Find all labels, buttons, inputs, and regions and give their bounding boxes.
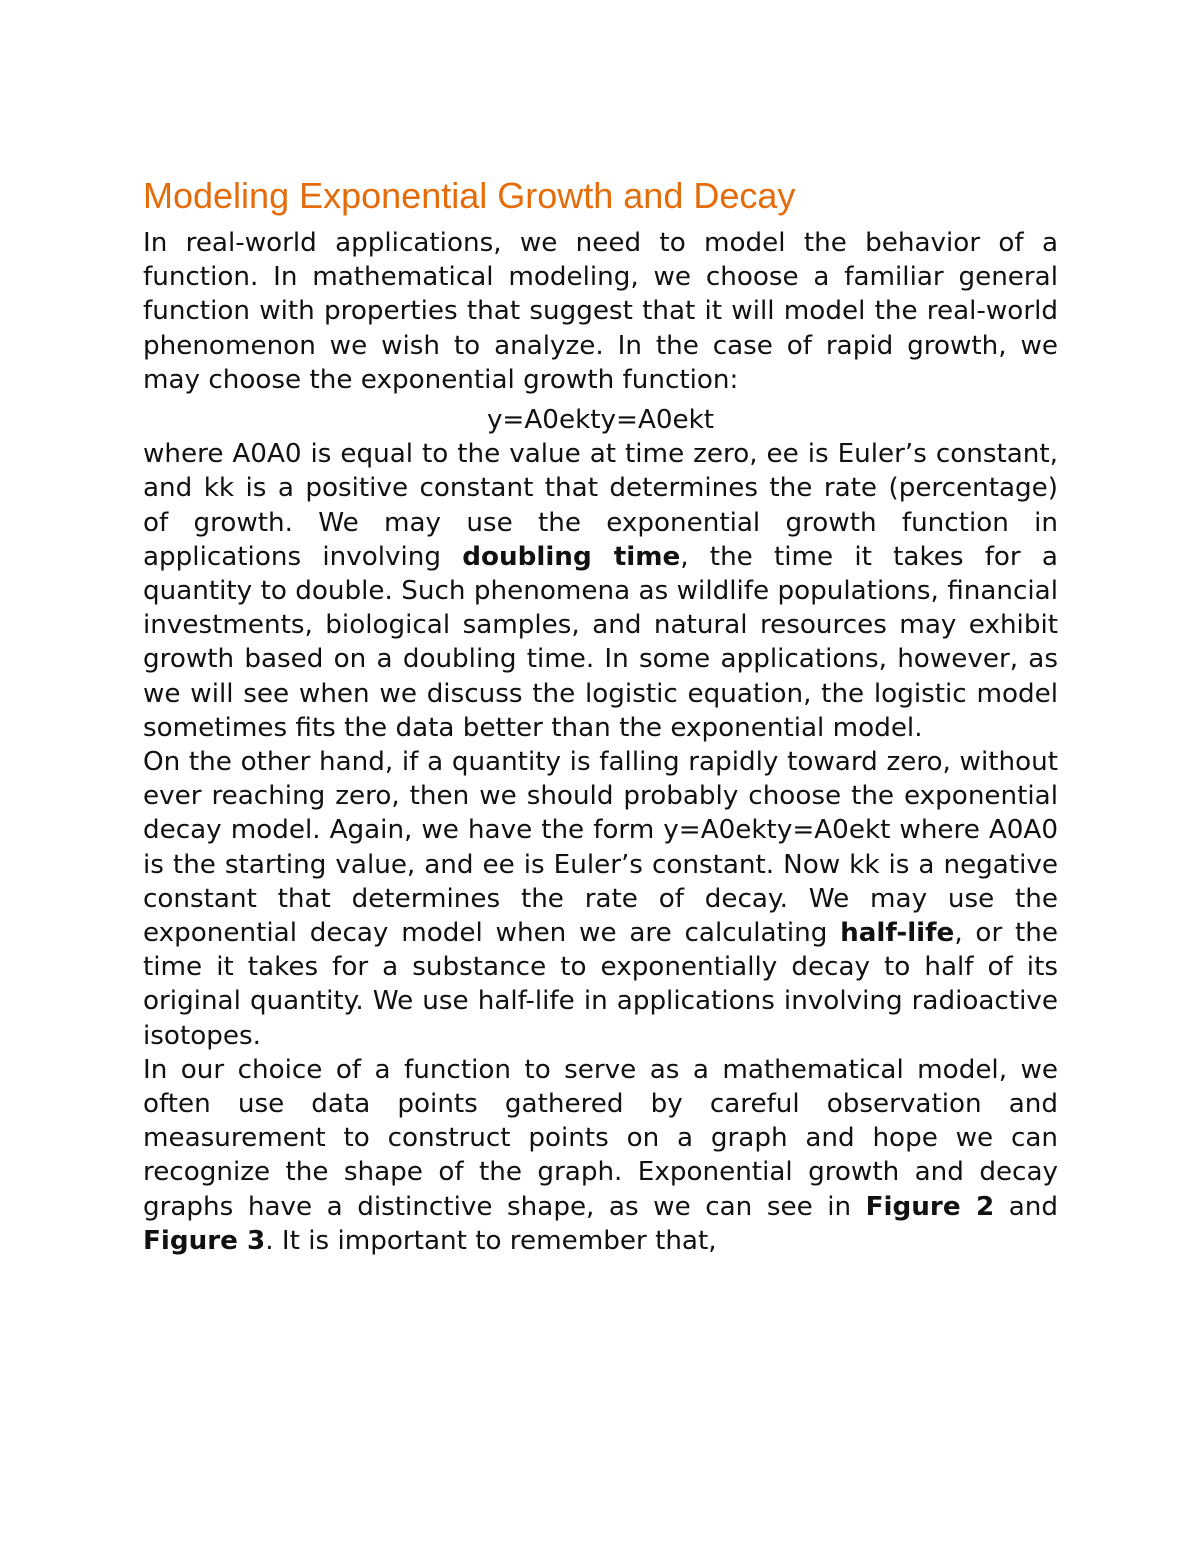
bold-term-doubling-time: doubling time: [462, 541, 681, 572]
text-span: In our choice of a function to serve as a mathematical model, we often use data points gathered by careful observation and measurement to construct points on a graph and hope we can recognize the shape of the graph. Exponential growth and decay graphs have a distinctive shape, as we can see in: [143, 1054, 1058, 1222]
paragraph-model-choice: [143, 1053, 1058, 1258]
document-page: [143, 172, 1058, 1258]
text-span: On the other hand, if a quantity is falling rapidly toward zero, without ever reaching zero, then we should probably choose the exponential decay model. Again, we have the form y=A0ekty=A0ekt where A0A0 is the starting value, and ee is Euler’s constant. Now kk is a negative constant that determines the rate of decay. We may use the exponential decay model when we are calculating: [143, 747, 1058, 949]
text-span: , or the time it takes for a substance to exponentially decay to half of its original quantity. We use half-life in applications involving radioactive isotopes.: [143, 918, 1058, 1051]
bold-term-half-life: half-life: [840, 918, 955, 949]
figure-reference-3: Figure 3: [143, 1225, 266, 1256]
document-heading: Modeling Exponential Growth and Decay: [143, 175, 796, 216]
paragraph-intro: In real-world applications, we need to model the behavior of a function. In mathematical modeling, we choose a familiar general function with properties that suggest that it will model the real-world phenomenon we wish to analyze. In the case of rapid growth, we may choose the exponential growth function:: [143, 228, 1058, 395]
paragraph-decay: [143, 745, 1058, 1053]
paragraph-growth: [143, 437, 1058, 745]
equation-growth: y=A0ekty=A0ekt: [486, 405, 715, 436]
text-span: , the time it takes for a quantity to double. Such phenomena as wildlife populations, financial investments, biological samples, and natural resources may exhibit growth based on a doubling time. In some applications, however, as we will see when we discuss the logistic equation, the logistic model sometimes fits the data better than the exponential model.: [143, 541, 1058, 743]
text-span: and: [994, 1191, 1058, 1222]
text-span: where A0A0 is equal to the value at time zero, ee is Euler’s constant, and kk is a positive constant that determines the rate (percentage) of growth. We may use the exponential growth function in applications involving: [143, 439, 1058, 572]
figure-reference-2: Figure 2: [865, 1191, 995, 1222]
text-span: . It is important to remember that,: [265, 1225, 717, 1256]
